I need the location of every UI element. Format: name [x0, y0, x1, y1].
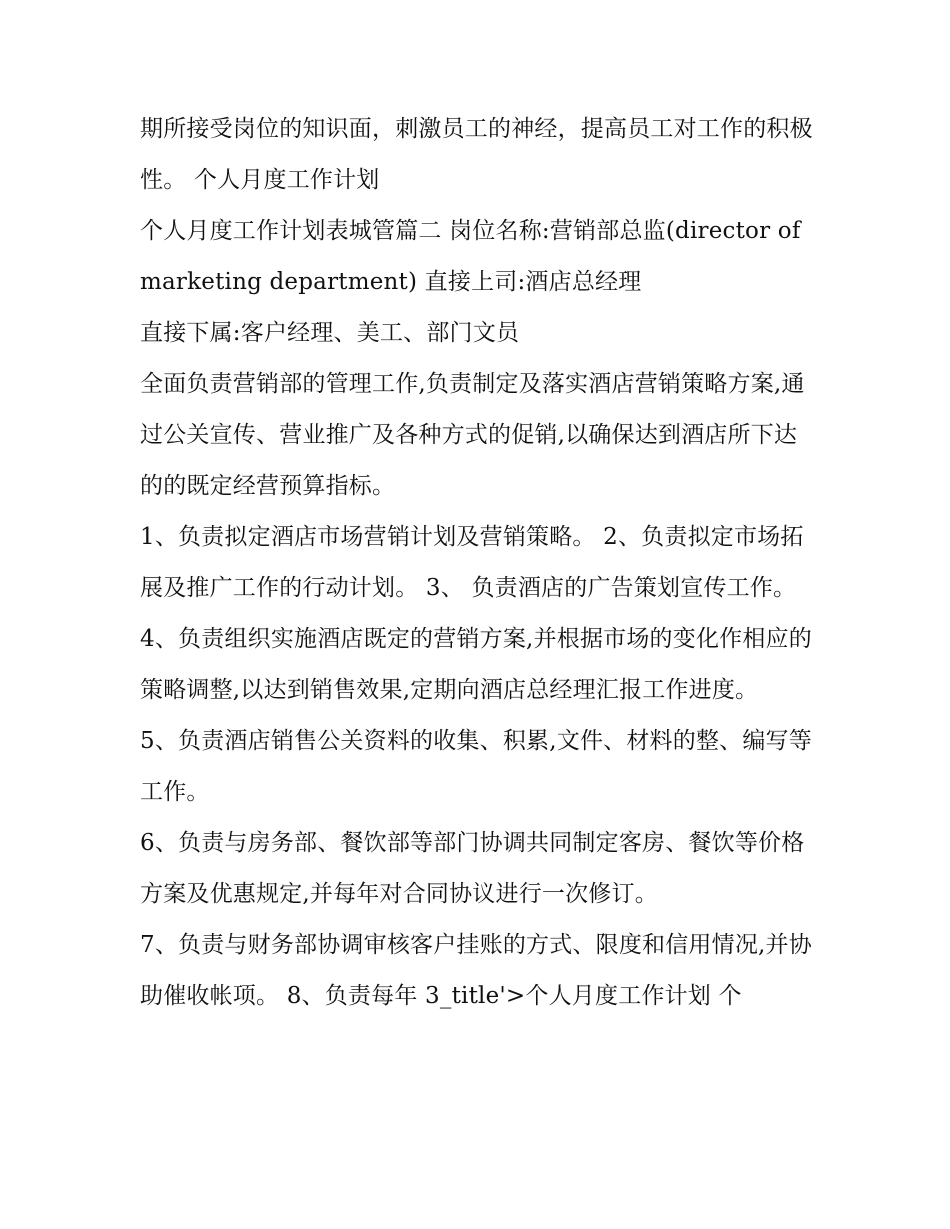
- paragraph-2: 个人月度工作计划表城管篇二 岗位名称:营销部总监(director of marketing department) 直接上司:酒店总经理: [140, 218, 801, 295]
- paragraph-9: 7、负责与财务部协调审核客户挂账的方式、限度和信用情况,并协助催收帐项。 8、负责每年 3_title'>个人月度工作计划 个: [140, 932, 812, 1009]
- paragraph-8: 6、负责与房务部、餐饮部等部门协调共同制定客房、餐饮等价格方案及优惠规定,并每年对合同协议进行一次修订。: [140, 830, 805, 907]
- paragraph-3: 直接下属:客户经理、美工、部门文员: [140, 320, 520, 346]
- document-body: [140, 104, 820, 1022]
- paragraph-7: 5、负责酒店销售公关资料的收集、积累,文件、材料的整、编写等工作。: [140, 728, 812, 805]
- paragraph-1: 期所接受岗位的知识面，刺激员工的神经，提高员工对工作的积极性。 个人月度工作计划: [140, 116, 813, 193]
- paragraph-5: 1、负责拟定酒店市场营销计划及营销策略。 2、负责拟定市场拓展及推广工作的行动计划。 3、 负责酒店的广告策划宣传工作。: [140, 524, 804, 601]
- paragraph-6: 4、负责组织实施酒店既定的营销方案,并根据市场的变化作相应的策略调整,以达到销售效果,定期向酒店总经理汇报工作进度。: [140, 626, 812, 703]
- paragraph-4: 全面负责营销部的管理工作,负责制定及落实酒店营销策略方案,通过公关宣传、营业推广及各种方式的促销,以确保达到酒店所下达的的既定经营预算指标。: [140, 371, 805, 499]
